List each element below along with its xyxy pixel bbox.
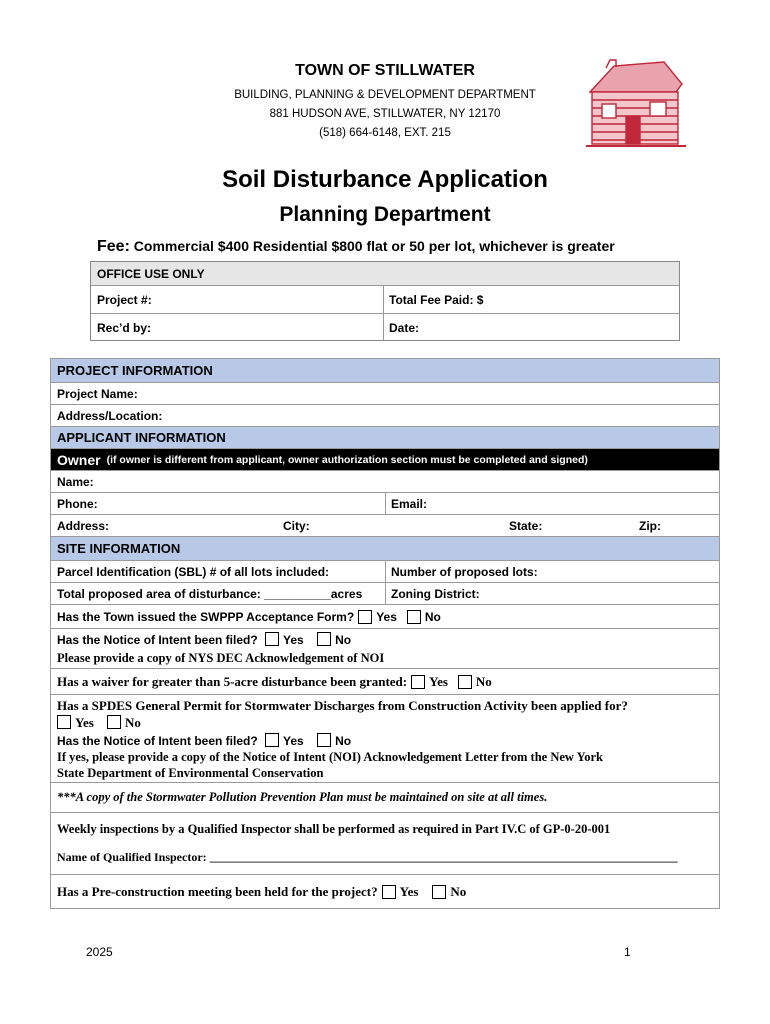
owner-phone-field[interactable]: Phone: (57, 496, 98, 511)
noi-no-checkbox[interactable] (317, 632, 331, 646)
owner-label: Owner (57, 451, 101, 468)
noi-row (51, 629, 719, 669)
noi2-yes-checkbox[interactable] (265, 733, 279, 747)
applicant-heading: APPLICANT INFORMATION (57, 430, 226, 445)
noi2-question (57, 733, 351, 748)
applicant-heading-row (51, 427, 719, 449)
site-heading-row (51, 537, 719, 561)
dept-phone: (518) 664-6148, EXT. 215 (319, 127, 451, 139)
disturbance-area-field[interactable]: Total proposed area of disturbance: __________acres (57, 586, 363, 601)
log-cabin-logo (586, 58, 688, 150)
waiver-no-label: No (475, 673, 492, 689)
date-field[interactable]: Date: (389, 320, 420, 335)
project-name-row (51, 383, 719, 405)
swppp-yes-checkbox[interactable] (358, 610, 372, 624)
num-lots-field[interactable]: Number of proposed lots: (391, 564, 538, 579)
waiver-yes-checkbox[interactable] (411, 675, 425, 689)
main-form (50, 358, 720, 909)
precon-no-label: No (450, 884, 467, 899)
waiver-question-text: Has a waiver for greater than 5-acre disturbance been granted: (57, 673, 408, 689)
footer-year: 2025 (86, 945, 113, 959)
document-title: Soil Disturbance Application (222, 166, 548, 193)
noi2-copy-note-1: If yes, please provide a copy of the Notice of Intent (NOI) Acknowledgement Letter from the New York (57, 750, 603, 764)
noi-yes-checkbox[interactable] (265, 632, 279, 646)
project-address-row (51, 405, 719, 427)
spdes-row (51, 695, 719, 783)
office-heading-row (91, 262, 679, 286)
office-heading: OFFICE USE ONLY (97, 266, 205, 281)
waiver-row (51, 669, 719, 695)
swppp-row (51, 605, 719, 629)
noi-question-text: Has the Notice of Intent been filed? (57, 633, 258, 647)
swppp-note: ***A copy of the Stormwater Pollution Prevention Plan must be maintained on site at all times. (57, 790, 548, 804)
owner-name-field[interactable]: Name: (57, 474, 94, 489)
site-heading: SITE INFORMATION (57, 541, 181, 556)
owner-zip-field[interactable]: Zip: (639, 518, 661, 533)
spdes-yes-checkbox[interactable] (57, 715, 71, 729)
fee-label: Fee: (97, 238, 130, 255)
precon-yes-label: Yes (399, 884, 419, 899)
disturbance-row (51, 583, 719, 605)
noi2-no-checkbox[interactable] (317, 733, 331, 747)
noi-question (57, 632, 351, 647)
owner-heading-row (51, 449, 719, 471)
precon-question (51, 875, 719, 909)
owner-email-field[interactable]: Email: (391, 496, 428, 511)
swppp-question (51, 605, 719, 628)
owner-state-field[interactable]: State: (509, 518, 543, 533)
owner-city-field[interactable]: City: (283, 518, 310, 533)
swppp-question-text: Has the Town issued the SWPPP Acceptance Form? (57, 609, 355, 624)
precon-row (51, 875, 719, 909)
parcel-id-field[interactable]: Parcel Identification (SBL) # of all lots included: (57, 564, 330, 579)
owner-address-field[interactable]: Address: (57, 518, 110, 533)
precon-no-checkbox[interactable] (432, 885, 446, 899)
project-info-heading: PROJECT INFORMATION (57, 363, 213, 378)
zoning-district-field[interactable]: Zoning District: (391, 586, 480, 601)
noi2-no-label: No (335, 734, 352, 748)
spdes-no-checkbox[interactable] (107, 715, 121, 729)
swppp-yes-label: Yes (376, 609, 397, 624)
project-number-field[interactable]: Project #: (97, 292, 152, 307)
document-subtitle: Planning Department (279, 203, 491, 226)
waiver-no-checkbox[interactable] (458, 675, 472, 689)
swppp-note-row (51, 783, 719, 813)
noi-no-label: No (335, 633, 352, 647)
spdes-yes-label: Yes (75, 715, 94, 730)
owner-note: (if owner is different from applicant, owner authorization section must be completed and signed) (106, 453, 588, 466)
office-row-2 (91, 314, 679, 341)
owner-phone-row (51, 493, 719, 515)
project-info-heading-row (51, 359, 719, 383)
spdes-options (57, 715, 141, 731)
project-address-field[interactable]: Address/Location: (57, 408, 163, 423)
fee-text: Commercial $400 Residential $800 flat or 50 per lot, whichever is greater (133, 238, 615, 254)
noi2-question-text: Has the Notice of Intent been filed? (57, 734, 258, 748)
inspection-row (51, 813, 719, 875)
parcel-row (51, 561, 719, 583)
spdes-no-label: No (125, 715, 141, 730)
office-row-1 (91, 286, 679, 314)
inspector-name-field[interactable]: Name of Qualified Inspector: ______________________________________________________________________________ (57, 850, 678, 864)
waiver-question (51, 669, 719, 694)
fee-line (97, 238, 615, 256)
precon-yes-checkbox[interactable] (382, 885, 396, 899)
waiver-yes-label: Yes (429, 673, 448, 689)
swppp-no-label: No (424, 609, 441, 624)
spdes-question: Has a SPDES General Permit for Stormwater Discharges from Construction Activity been applied for? (57, 698, 628, 713)
page-number: 1 (624, 945, 631, 959)
owner-heading (51, 449, 719, 470)
noi2-yes-label: Yes (283, 734, 304, 748)
precon-question-text: Has a Pre-construction meeting been held for the project? (57, 884, 378, 899)
total-fee-field[interactable]: Total Fee Paid: $ (389, 292, 484, 307)
noi-yes-label: Yes (283, 633, 304, 647)
org-name: TOWN OF STILLWATER (295, 62, 475, 79)
noi2-copy-note-2: State Department of Environmental Conservation (57, 766, 324, 780)
dept-address: 881 HUDSON AVE, STILLWATER, NY 12170 (269, 108, 501, 120)
office-use-box (90, 261, 680, 341)
weekly-inspection-text: Weekly inspections by a Qualified Inspector shall be performed as required in Part IV.C of GP-0-20-001 (57, 822, 611, 836)
received-by-field[interactable]: Rec’d by: (97, 320, 152, 335)
noi-copy-note: Please provide a copy of NYS DEC Acknowledgement of NOI (57, 651, 385, 665)
owner-address-row (51, 515, 719, 537)
swppp-no-checkbox[interactable] (407, 610, 421, 624)
project-name-field[interactable]: Project Name: (57, 386, 138, 401)
owner-name-row (51, 471, 719, 493)
dept-name: BUILDING, PLANNING & DEVELOPMENT DEPARTMENT (234, 89, 536, 101)
